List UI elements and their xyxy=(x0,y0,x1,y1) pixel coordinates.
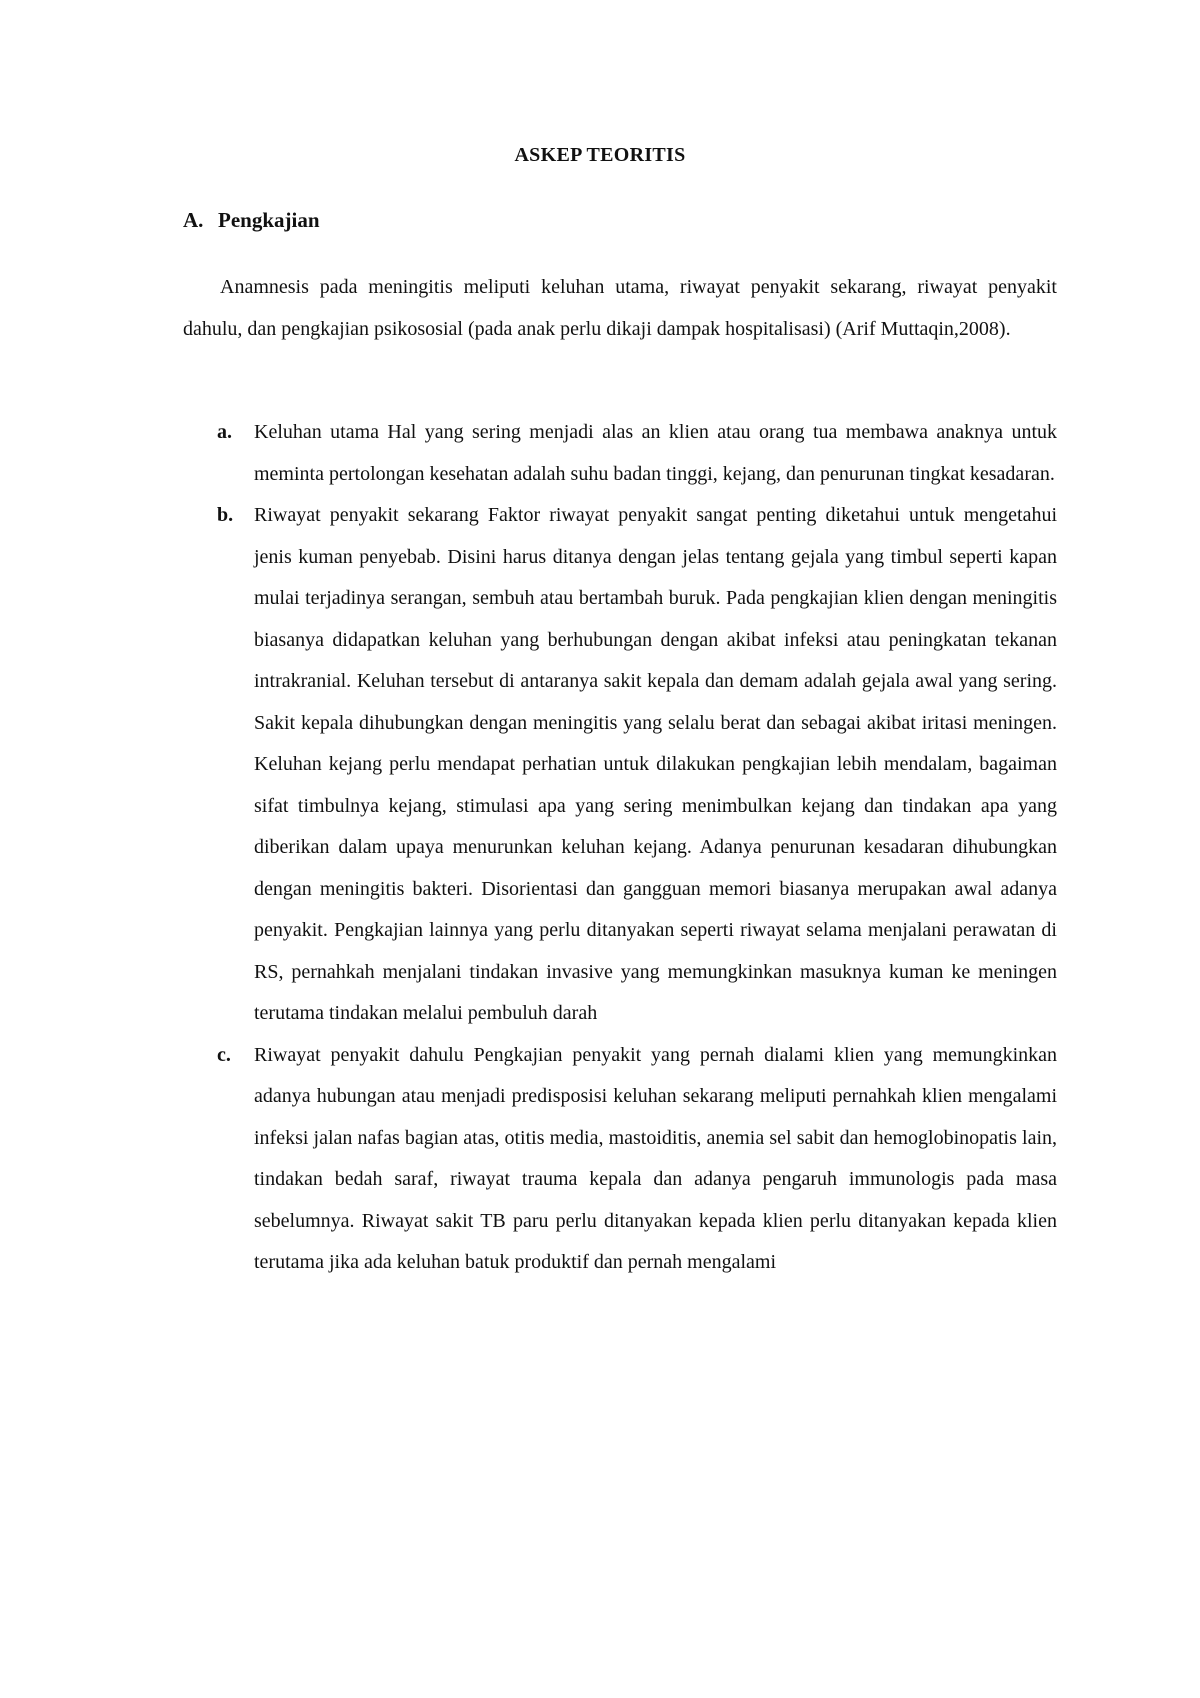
section-heading-text: Pengkajian xyxy=(218,208,320,232)
intro-paragraph: Anamnesis pada meningitis meliputi keluhan utama, riwayat penyakit sekarang, riwayat penyakit dahulu, dan pengkajian psikososial (pada anak perlu dikaji dampak hospitalisasi) (Arif Muttaqin,2008). xyxy=(183,276,1057,340)
list-item-b xyxy=(183,495,1057,1035)
section-marker: A. xyxy=(183,208,204,232)
document-title: ASKEP TEORITIS xyxy=(514,144,686,166)
section-heading xyxy=(183,208,320,233)
list-item-text: Riwayat penyakit sekarang Faktor riwayat penyakit sangat penting diketahui untuk mengetahui jenis kuman penyebab. Disini harus ditanya dengan jelas tentang gejala yang timbul seperti kapan mulai terjadinya serangan, sembuh atau bertambah buruk. Pada pengkajian klien dengan meningitis biasanya didapatkan keluhan yang berhubungan dengan akibat infeksi atau peningkatan tekanan intrakranial. Keluhan tersebut di antaranya sakit kepala dan demam adalah gejala awal yang sering. Sakit kepala dihubungkan dengan meningitis yang selalu berat dan sebagai akibat iritasi meningen. Keluhan kejang perlu mendapat perhatian untuk dilakukan pengkajian lebih mendalam, bagaiman sifat timbulnya kejang, stimulasi apa yang sering menimbulkan kejang dan tindakan apa yang diberikan dalam upaya menurunkan keluhan kejang. Adanya penurunan kesadaran dihubungkan dengan meningitis bakteri. Disorientasi dan gangguan memori biasanya merupakan awal adanya penyakit. Pengkajian lainnya yang perlu ditanyakan seperti riwayat selama menjalani perawatan di RS, pernahkah menjalani tindakan invasive yang memungkinkan masuknya kuman ke meningen terutama tindakan melalui pembuluh darah xyxy=(254,504,1057,1024)
list-marker: b. xyxy=(217,504,234,526)
list-item-text: Keluhan utama Hal yang sering menjadi alas an klien atau orang tua membawa anaknya untuk meminta pertolongan kesehatan adalah suhu badan tinggi, kejang, dan penurunan tingkat kesadaran. xyxy=(254,421,1057,485)
list-item-c xyxy=(183,1035,1057,1284)
assessment-list xyxy=(183,412,1057,1284)
list-marker: c. xyxy=(217,1043,231,1066)
list-item-text: Riwayat penyakit dahulu Pengkajian penyakit yang pernah dialami klien yang memungkinkan adanya hubungan atau menjadi predisposisi keluhan sekarang meliputi pernahkah klien mengalami infeksi jalan nafas bagian atas, otitis media, mastoiditis, anemia sel sabit dan hemoglobinopatis lain, tindakan bedah saraf, riwayat trauma kepala dan adanya pengaruh immunologis pada masa sebelumnya. Riwayat sakit TB paru perlu ditanyakan kepada klien perlu ditanyakan kepada klien terutama jika ada keluhan batuk produktif dan pernah mengalami xyxy=(254,1043,1057,1273)
list-item-a xyxy=(183,412,1057,495)
list-marker: a. xyxy=(217,421,232,443)
